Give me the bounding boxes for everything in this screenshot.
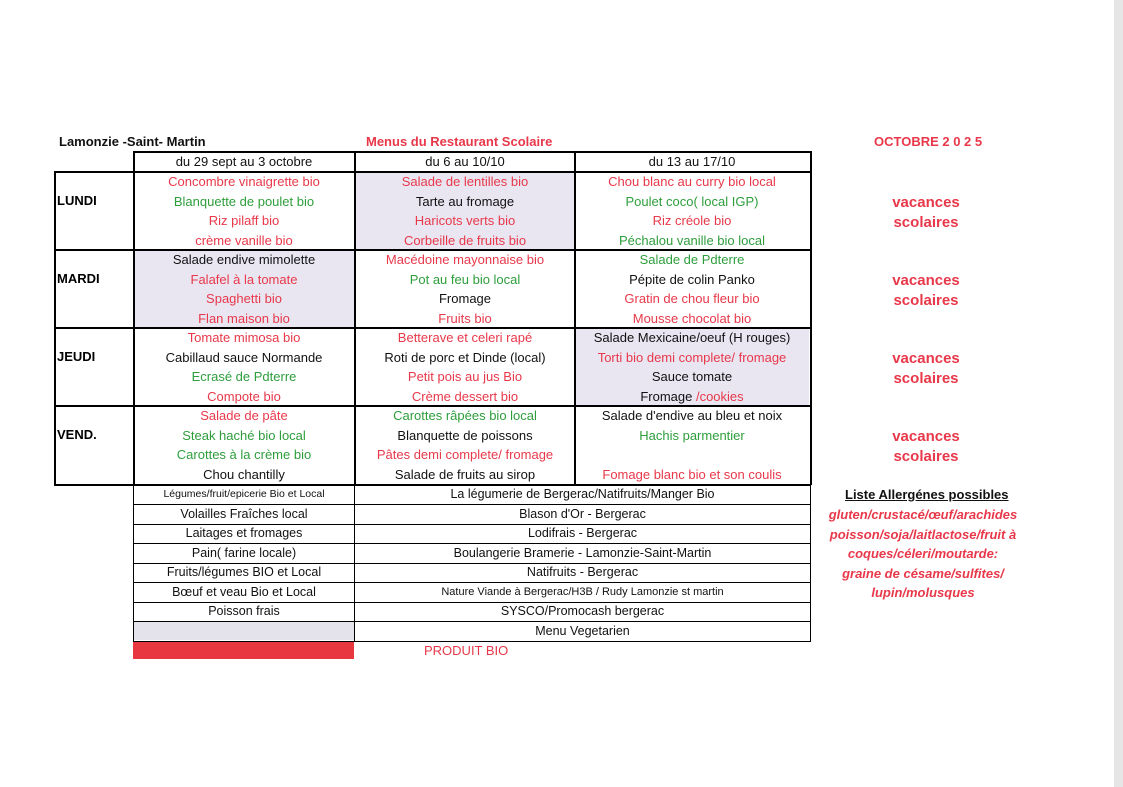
menu-item: Salade de Pdterre [639,252,745,267]
allergen-line: lupin/molusques [871,585,975,600]
menu-item: crème vanille bio [195,232,293,248]
menu-item: Gratin de chou fleur bio [624,291,760,306]
menu-item: Steak haché bio local [182,427,306,443]
menu-item: Salade de lentilles bio [401,174,529,189]
menu-item: Petit pois au jus Bio [407,369,523,384]
menu-item: Poulet coco( local IGP) [625,193,759,209]
supplier-category: Bœuf et veau Bio et Local [172,584,316,599]
vacation-line-1: vacances [892,428,960,445]
vegetarian-legend-label: Menu Vegetarien [535,623,630,638]
week-header-1: du 29 sept au 3 octobre [175,154,313,169]
day-label-mardi: MARDI [57,271,100,286]
menu-item: Spaghetti bio [206,291,282,306]
menu-item: Salade d'endive au bleu et noix [601,408,783,423]
supplier-name: Natifruits - Bergerac [526,565,639,579]
menu-item: Blanquette de poissons [397,427,533,443]
menu-item: Hachis parmentier [639,427,745,443]
menu-item: Salade de pâte [200,408,288,423]
menu-item-part: Fromage [640,388,693,404]
menu-item: Riz créole bio [652,213,732,228]
menu-item: Chou blanc au curry bio local [608,174,776,189]
day-label-vendredi: VEND. [57,427,97,442]
grid-line [54,171,56,485]
menu-item: Betterave et celeri rapé [397,330,533,345]
vacation-line-2: scolaires [893,291,959,309]
organic-legend-swatch [133,642,354,659]
organic-legend-label: PRODUIT BIO [424,643,509,658]
vegetarian-legend-swatch [134,622,354,640]
supplier-name: Boulangerie Bramerie - Lamonzie-Saint-Martin [453,545,712,560]
allergen-title: Liste Allergénes possibles [845,487,1009,502]
menu-item: Chou chantilly [203,466,285,482]
vacation-line-1: vacances [892,350,960,367]
vacation-line-1: vacances [892,194,960,211]
menu-item: Fomage blanc bio et son coulis [602,466,782,482]
supplier-category: Poisson frais [208,604,280,618]
menu-item: Salade de fruits au sirop [394,466,536,482]
menu-item: Carottes râpées bio local [393,408,537,423]
grid-line [810,151,812,485]
menu-item: Pot au feu bio local [409,271,521,287]
menu-item: Salade Mexicaine/oeuf (H rouges) [593,330,791,345]
menu-item: Cabillaud sauce Normande [165,349,323,365]
allergen-line: gluten/crustacé/œuf/arachides [828,507,1018,522]
week-header-2: du 6 au 10/10 [425,154,505,169]
menu-item: Pâtes demi complete/ fromage [376,447,554,462]
school-name: Lamonzie -Saint- Martin [59,134,206,149]
supplier-name: SYSCO/Promocash bergerac [500,604,665,618]
page-title: Menus du Restaurant Scolaire [366,134,553,149]
supplier-category: Pain( farine locale) [191,545,297,560]
menu-item: Roti de porc et Dinde (local) [384,349,546,365]
supplier-category: Volailles Fraîches local [180,506,308,521]
scrollbar[interactable] [1114,0,1123,787]
menu-item: Riz pilaff bio [208,213,280,228]
menu-item-part: /cookies [695,388,744,404]
month-label: OCTOBRE 2 0 2 5 [874,134,983,149]
menu-item: Tomate mimosa bio [187,330,301,345]
allergen-line: poisson/soja/laitlactose/fruit à [829,526,1017,542]
menu-item: Falafel à la tomate [190,271,298,287]
menu-item: Flan maison bio [198,310,290,326]
vacation-line-2: scolaires [893,369,959,387]
day-label-jeudi: JEUDI [57,349,96,364]
menu-item: Concombre vinaigrette bio [168,174,320,189]
supplier-category: Laitages et fromages [185,526,303,540]
menu-item: Ecrasé de Pdterre [191,369,297,384]
menu-item: Torti bio demi complete/ fromage [597,349,787,365]
menu-item: Tarte au fromage [415,193,515,209]
vacation-line-2: scolaires [893,213,959,231]
menu-item: Compote bio [207,388,281,404]
supplier-category: Fruits/légumes BIO et Local [166,565,322,579]
supplier-name: Lodifrais - Bergerac [527,526,638,540]
day-label-lundi: LUNDI [57,193,97,208]
menu-item: Haricots verts bio [414,213,516,228]
allergen-line: graine de césame/sulfites/ [842,565,1004,581]
menu-item: Crème dessert bio [411,388,519,404]
menu-item: Pépite de colin Panko [629,271,755,287]
vacation-line-1: vacances [892,272,960,289]
menu-item [582,387,802,407]
supplier-name: Blason d'Or - Bergerac [519,506,646,521]
week-header-3: du 13 au 17/10 [648,154,736,169]
menu-item: Fruits bio [438,310,492,326]
allergen-line: coques/céleri/moutarde: [847,546,999,561]
menu-item: Macédoine mayonnaise bio [385,252,545,267]
menu-item: Mousse chocolat bio [632,310,752,326]
menu-item: Péchalou vanille bio local [619,232,765,248]
menu-item: Blanquette de poulet bio [173,193,315,209]
vacation-line-2: scolaires [893,447,959,465]
menu-item: Fromage [438,291,492,306]
menu-item: Corbeille de fruits bio [403,232,527,248]
supplier-name: La légumerie de Bergerac/Natifruits/Manger Bio [450,487,715,501]
menu-item: Carottes à la crème bio [176,447,312,462]
menu-item: Sauce tomate [651,369,733,384]
supplier-name: Nature Viande à Bergerac/H3B / Rudy Lamonzie st martin [441,585,724,598]
supplier-category: Légumes/fruit/epicerie Bio et Local [163,488,325,500]
menu-item: Salade endive mimolette [172,252,316,267]
